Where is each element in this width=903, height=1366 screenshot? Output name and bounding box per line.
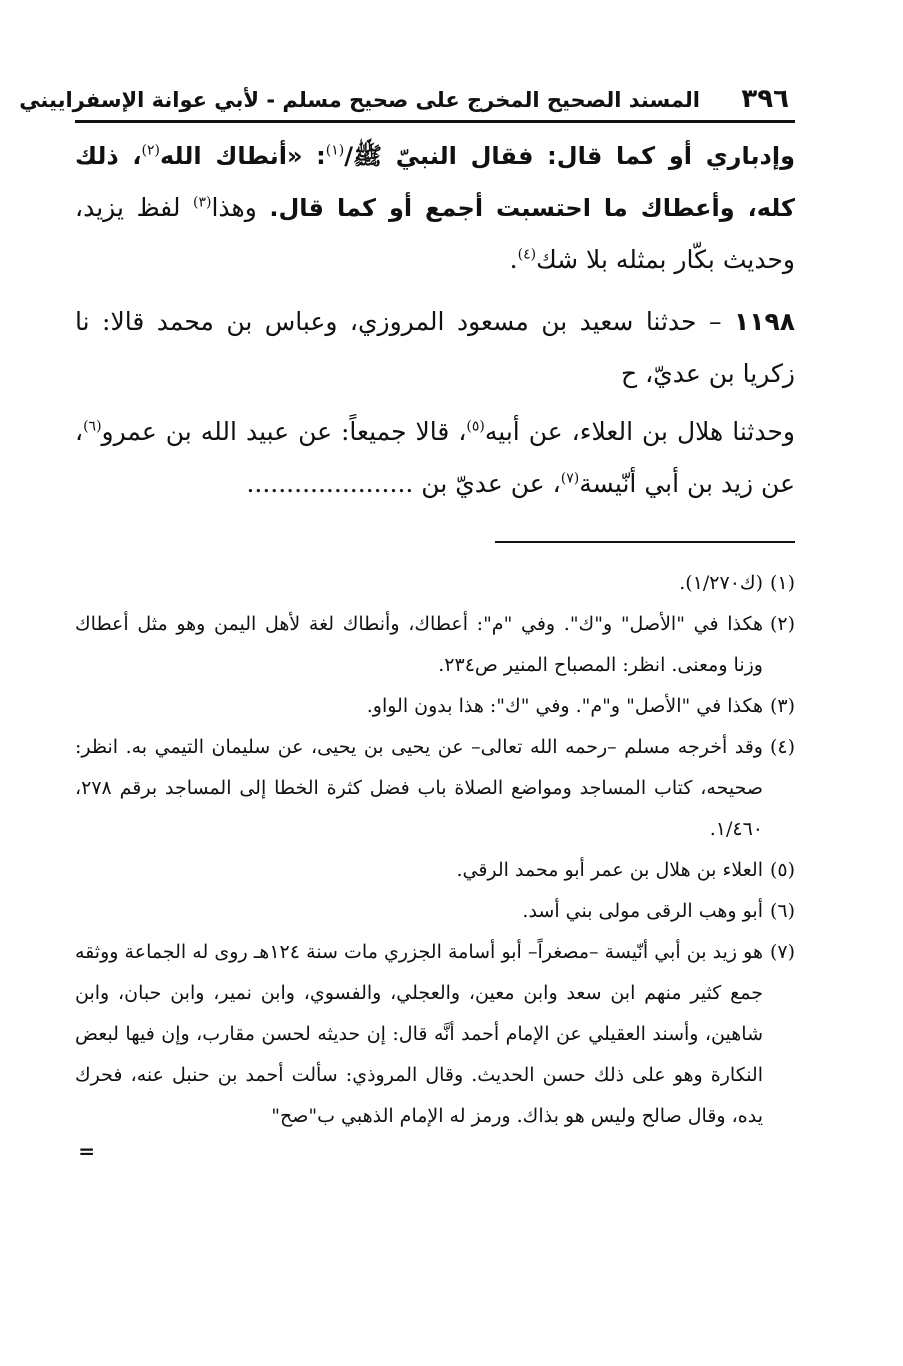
header-rule [75, 120, 795, 123]
page-number: ٣٩٦ [741, 84, 789, 114]
text-run: لفظ يزيد، وحديث بكّار بمثله بلا شك [75, 193, 795, 274]
hadith-paragraph [75, 296, 795, 400]
footnote [75, 563, 795, 604]
footnote-ref: (٦) [83, 418, 102, 435]
footnote-label: (٥) [769, 859, 795, 881]
paragraph-continuation [75, 130, 795, 286]
footnote-label: (١) [769, 572, 795, 594]
footnote-label: (٧) [769, 941, 795, 963]
chain-paragraph [75, 406, 795, 510]
running-title: المسند الصحيح المخرج على صحيح مسلم - لأبي عوانة الإسفراييني [19, 88, 700, 112]
text-run: ، قالا جميعاً: عن عبيد الله بن عمرو [101, 417, 467, 446]
text-run: . [509, 245, 518, 274]
book-page [19, 0, 795, 1366]
footnote-ref: (٤) [517, 246, 537, 263]
footnote-label: (٦) [769, 900, 795, 922]
text-run: وإدباري أو كما قال: فقال النبيّ ﷺ/ [344, 142, 795, 170]
page-header [19, 80, 795, 120]
footnote-ref: (٣) [192, 194, 212, 211]
text-run: – حدثنا سعيد بن مسعود المروزي، وعباس بن محمد قالا: نا زكريا بن عديّ، ح [75, 307, 795, 388]
footnote-ref: (٢) [141, 142, 160, 159]
footnote [75, 932, 795, 1137]
footnote-text: (ك١/٢٧٠). [679, 572, 763, 594]
footnote-ref: (٥) [466, 418, 485, 435]
text-run: ، ذلك كله، وأعطاك ما احتسبت أجمع أو كما قال. [75, 142, 795, 222]
text-run: وهذا [211, 193, 270, 222]
text-run: ، عن زيد بن أبي أنّيسة [75, 417, 795, 498]
footnote [75, 891, 795, 932]
footnote-text: هو زيد بن أبي أنّيسة –مصغراً– أبو أسامة الجزري مات سنة ١٢٤هـ روى له الجماعة ووثقه جمع كثير منهم ابن سعد وابن معين، والعجلي، والفسوي، وابن نمير، وابن حبان، وابن شاهين، وأسند العقيلي عن الإمام أحمد أنَّه قال: إن حديثه لحسن مقارب، وإن فيها لبعض النكارة وهو على ذلك حسن الحديث. وقال المروذي: سألت أحمد بن حنبل عنه، فحرك يده، وقال صالح وليس هو بذاك. ورمز له الإمام الذهبي ب"صح" [75, 941, 763, 1127]
footnotes [75, 563, 795, 1183]
main-text [75, 130, 795, 510]
footnote-text: هكذا في "الأصل" و"ك". وفي "م": أعطاك، وأنطاك لغة لأهل اليمن وهو مثل أعطاك وزنا ومعنى. انظر: المصباح المنير ص٢٣٤. [75, 613, 763, 676]
footnote-ref: (٧) [560, 470, 580, 487]
text-run: وحدثنا هلال بن العلاء، عن أبيه [484, 417, 795, 446]
footnote [75, 604, 795, 686]
footnote-label: (٤) [769, 736, 795, 758]
footnote-text: وقد أخرجه مسلم –رحمه الله تعالى– عن يحيى بن يحيى، عن سليمان التيمي به. انظر: صحيحه، كتاب المساجد ومواضع الصلاة باب فضل كثرة الخطا إلى المساجد برقم ٢٧٨، ١/٤٦٠. [75, 736, 763, 840]
text-run: : «أنطاك الله [160, 142, 326, 170]
footnote-text: هكذا في "الأصل" و"م". وفي "ك": هذا بدون الواو. [366, 695, 763, 717]
footnote-text: أبو وهب الرقى مولى بني أسد. [522, 900, 763, 922]
footnote-label: (٣) [769, 695, 795, 717]
footnote [75, 727, 795, 850]
continuation-mark: = [78, 1139, 95, 1163]
footnote-ref: (١) [325, 142, 345, 159]
footnote-label: (٢) [769, 613, 795, 635]
hadith-number: ١١٩٨ [733, 307, 795, 336]
text-run: ، عن عديّ بن ..................... [246, 469, 561, 498]
footnote [75, 850, 795, 891]
footnote-separator [495, 541, 795, 543]
footnote [75, 686, 795, 727]
footnote-text: العلاء بن هلال بن عمر أبو محمد الرقي. [456, 859, 763, 881]
